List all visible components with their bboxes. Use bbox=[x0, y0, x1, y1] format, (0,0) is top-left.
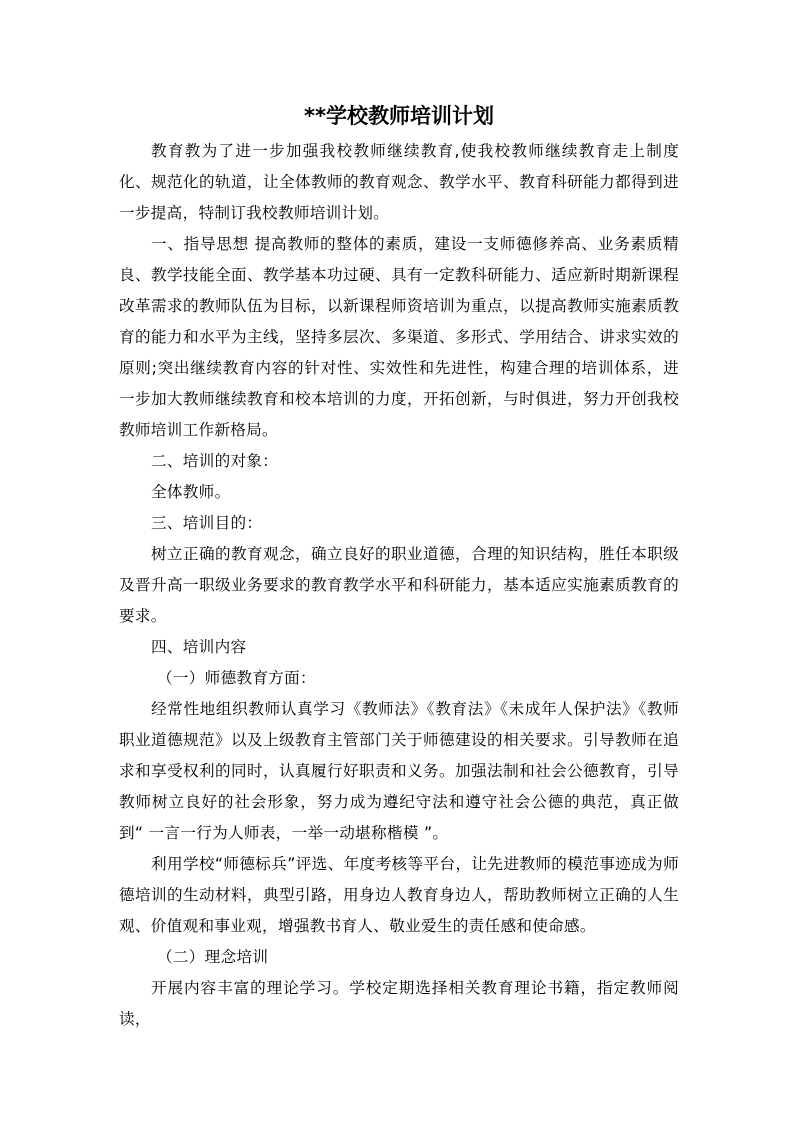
section-heading-training-purpose: 三、培训目的： bbox=[151, 514, 263, 532]
subsection-heading-ethics: （一）师德教育方面： bbox=[157, 669, 316, 687]
paragraph-ethics-study: 经常性地组织教师认真学习《教师法》《教育法》《未成年人保护法》《教师职业道德规范》以及上级教育主管部门关于师德建设的相关要求。引导教师在追求和享受权利的同时，认真履行好职责和义务。加强法制和社会公德教育，引导教师树立良好的社会形象，努力成为遵纪守法和遵守社会公德的典范，真正做到“ 一言一行为人师表，一举一动堪称楷模 ”。 bbox=[119, 700, 679, 842]
paragraph-concept-study: 开展内容丰富的理论学习。学校定期选择相关教育理论书籍，指定教师阅读， bbox=[119, 979, 679, 1028]
paragraph-training-purpose: 树立正确的教育观念，确立良好的职业道德，合理的知识结构，胜任本职级及晋升高一职级业务要求的教育教学水平和科研能力，基本适应实施素质教育的要求。 bbox=[119, 545, 679, 625]
section-heading-training-target: 二、培训的对象： bbox=[151, 452, 279, 470]
paragraph-guiding-ideology: 一、指导思想 提高教师的整体的素质，建设一支师德修养高、业务素质精良、教学技能全面、教学基本功过硬、具有一定教科研能力、适应新时期新课程改革需求的教师队伍为目标，以新课程师资培训为重点，以提高教师实施素质教育的能力和水平为主线，坚持多层次、多渠道、多形式、学用结合、讲求实效的原则;突出继续教育内容的针对性、实效性和先进性，构建合理的培训体系，进一步加大教师继续教育和校本培训的力度，开拓创新，与时俱进，努力开创我校教师培训工作新格局。 bbox=[119, 235, 679, 439]
paragraph-ethics-model: 利用学校“师德标兵”评选、年度考核等平台，让先进教师的模范事迹成为师德培训的生动材料，典型引路，用身边人教育身边人，帮助教师树立正确的人生观、价值观和事业观，增强教书育人、敬业爱生的责任感和使命感。 bbox=[119, 855, 679, 935]
subsection-heading-concept: （二）理念培训 bbox=[157, 948, 269, 966]
paragraph-intro: 教育教为了进一步加强我校教师继续教育,使我校教师继续教育走上制度化、规范化的轨道，让全体教师的教育观念、教学水平、教育科研能力都得到进一步提高，特制订我校教师培训计划。 bbox=[119, 142, 679, 222]
document-page bbox=[119, 100, 679, 1035]
section-heading-training-content: 四、培训内容 bbox=[151, 638, 247, 656]
paragraph-all-teachers: 全体教师。 bbox=[151, 483, 231, 501]
document-title: **学校教师培训计划 bbox=[304, 104, 494, 128]
